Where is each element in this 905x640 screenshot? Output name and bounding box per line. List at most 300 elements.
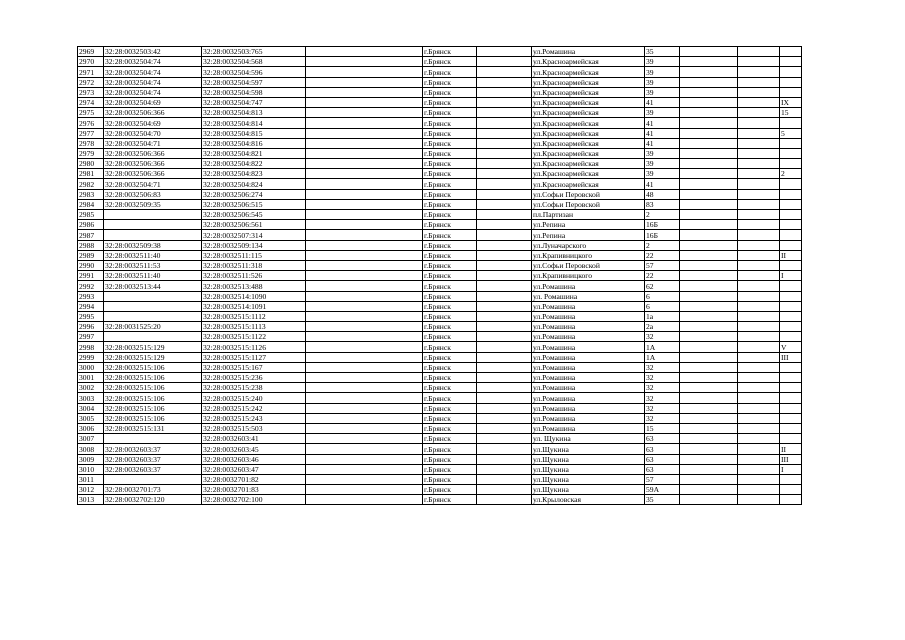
table-row [78, 189, 802, 199]
empty-cell [738, 454, 780, 464]
table-row [78, 322, 802, 332]
empty-cell [738, 383, 780, 393]
street-cell: ул.Ромашина [532, 342, 645, 352]
house-number-cell: 59А [645, 485, 680, 495]
empty-cell [738, 87, 780, 97]
empty-cell [477, 128, 532, 138]
empty-cell [738, 220, 780, 230]
empty-cell [738, 189, 780, 199]
cadastral-number-cell: 32:28:0032504:816 [202, 138, 306, 148]
empty-cell [306, 342, 423, 352]
empty-cell [738, 169, 780, 179]
table-row [78, 444, 802, 454]
row-number-cell: 2972 [78, 77, 104, 87]
empty-cell [738, 260, 780, 270]
city-cell: г.Брянск [423, 332, 477, 342]
house-number-cell: 39 [645, 108, 680, 118]
parent-cadastral-number-cell [104, 311, 202, 321]
cadastral-number-cell: 32:28:0032515:236 [202, 373, 306, 383]
row-number-cell: 2987 [78, 230, 104, 240]
empty-cell [738, 108, 780, 118]
street-cell: ул.Красноармейская [532, 118, 645, 128]
street-cell: ул.Ромашина [532, 311, 645, 321]
street-cell: ул.Красноармейская [532, 108, 645, 118]
city-cell: г.Брянск [423, 189, 477, 199]
empty-cell [738, 118, 780, 128]
empty-cell [306, 189, 423, 199]
row-number-cell: 3004 [78, 403, 104, 413]
empty-cell [306, 97, 423, 107]
empty-cell [306, 108, 423, 118]
cadastral-number-cell: 32:28:0032506:545 [202, 210, 306, 220]
row-number-cell: 3003 [78, 393, 104, 403]
row-number-cell: 2982 [78, 179, 104, 189]
empty-cell [477, 485, 532, 495]
city-cell: г.Брянск [423, 118, 477, 128]
empty-cell [680, 179, 738, 189]
parent-cadastral-number-cell: 32:28:0032504:70 [104, 128, 202, 138]
premises-number-cell: 2 [780, 169, 802, 179]
row-number-cell: 2978 [78, 138, 104, 148]
cadastral-number-cell: 32:28:0032603:45 [202, 444, 306, 454]
row-number-cell: 3006 [78, 423, 104, 433]
table-row [78, 495, 802, 505]
parent-cadastral-number-cell: 32:28:0032503:42 [104, 47, 202, 57]
street-cell: ул.Луначарского [532, 240, 645, 250]
row-number-cell: 2985 [78, 210, 104, 220]
city-cell: г.Брянск [423, 67, 477, 77]
empty-cell [477, 271, 532, 281]
street-cell: ул.Ромашина [532, 47, 645, 57]
house-number-cell: 16Б [645, 230, 680, 240]
empty-cell [680, 108, 738, 118]
row-number-cell: 2977 [78, 128, 104, 138]
empty-cell [477, 118, 532, 128]
premises-number-cell [780, 362, 802, 372]
table-row [78, 67, 802, 77]
table-row [78, 138, 802, 148]
city-cell: г.Брянск [423, 434, 477, 444]
empty-cell [738, 240, 780, 250]
empty-cell [306, 57, 423, 67]
premises-number-cell [780, 77, 802, 87]
row-number-cell: 3008 [78, 444, 104, 454]
empty-cell [738, 485, 780, 495]
property-register-table [77, 46, 802, 505]
empty-cell [738, 393, 780, 403]
empty-cell [738, 77, 780, 87]
row-number-cell: 2994 [78, 301, 104, 311]
premises-number-cell [780, 322, 802, 332]
parent-cadastral-number-cell: 32:28:0032504:69 [104, 97, 202, 107]
empty-cell [477, 444, 532, 454]
house-number-cell: 39 [645, 77, 680, 87]
street-cell: ул.Ромашина [532, 352, 645, 362]
empty-cell [306, 352, 423, 362]
empty-cell [306, 77, 423, 87]
parent-cadastral-number-cell: 32:28:0032603:37 [104, 444, 202, 454]
empty-cell [680, 230, 738, 240]
premises-number-cell [780, 413, 802, 423]
house-number-cell: 32 [645, 393, 680, 403]
parent-cadastral-number-cell: 32:28:0032603:37 [104, 454, 202, 464]
empty-cell [306, 179, 423, 189]
city-cell: г.Брянск [423, 281, 477, 291]
empty-cell [680, 77, 738, 87]
table-row [78, 393, 802, 403]
row-number-cell: 3001 [78, 373, 104, 383]
row-number-cell: 2981 [78, 169, 104, 179]
city-cell: г.Брянск [423, 97, 477, 107]
premises-number-cell [780, 301, 802, 311]
row-number-cell: 2975 [78, 108, 104, 118]
empty-cell [680, 403, 738, 413]
row-number-cell: 2980 [78, 159, 104, 169]
table-row [78, 434, 802, 444]
empty-cell [477, 159, 532, 169]
empty-cell [306, 474, 423, 484]
cadastral-number-cell: 32:28:0032701:82 [202, 474, 306, 484]
city-cell: г.Брянск [423, 128, 477, 138]
empty-cell [680, 97, 738, 107]
empty-cell [477, 332, 532, 342]
cadastral-number-cell: 32:28:0032504:568 [202, 57, 306, 67]
table-row [78, 57, 802, 67]
row-number-cell: 2993 [78, 291, 104, 301]
premises-number-cell [780, 403, 802, 413]
table-row [78, 332, 802, 342]
empty-cell [738, 230, 780, 240]
city-cell: г.Брянск [423, 87, 477, 97]
city-cell: г.Брянск [423, 342, 477, 352]
parent-cadastral-number-cell: 32:28:0032509:38 [104, 240, 202, 250]
street-cell: ул.Щукина [532, 454, 645, 464]
premises-number-cell [780, 87, 802, 97]
street-cell: ул.Красноармейская [532, 138, 645, 148]
empty-cell [477, 342, 532, 352]
city-cell: г.Брянск [423, 47, 477, 57]
house-number-cell: 2 [645, 240, 680, 250]
row-number-cell: 2971 [78, 67, 104, 77]
empty-cell [738, 342, 780, 352]
empty-cell [477, 87, 532, 97]
parent-cadastral-number-cell: 32:28:0032603:37 [104, 464, 202, 474]
street-cell: ул.Щукина [532, 464, 645, 474]
city-cell: г.Брянск [423, 108, 477, 118]
empty-cell [680, 474, 738, 484]
house-number-cell: 41 [645, 128, 680, 138]
premises-number-cell [780, 67, 802, 77]
house-number-cell: 62 [645, 281, 680, 291]
city-cell: г.Брянск [423, 464, 477, 474]
empty-cell [680, 210, 738, 220]
premises-number-cell [780, 47, 802, 57]
empty-cell [477, 199, 532, 209]
empty-cell [306, 444, 423, 454]
empty-cell [738, 434, 780, 444]
empty-cell [306, 210, 423, 220]
house-number-cell: 2 [645, 210, 680, 220]
empty-cell [306, 138, 423, 148]
street-cell: ул.Ромашина [532, 403, 645, 413]
row-number-cell: 2999 [78, 352, 104, 362]
empty-cell [680, 189, 738, 199]
house-number-cell: 83 [645, 199, 680, 209]
street-cell: ул.Красноармейская [532, 159, 645, 169]
empty-cell [680, 199, 738, 209]
empty-cell [306, 485, 423, 495]
table-row [78, 271, 802, 281]
city-cell: г.Брянск [423, 291, 477, 301]
house-number-cell: 32 [645, 413, 680, 423]
premises-number-cell [780, 474, 802, 484]
empty-cell [680, 271, 738, 281]
premises-number-cell [780, 434, 802, 444]
street-cell: ул.Щукина [532, 474, 645, 484]
parent-cadastral-number-cell [104, 210, 202, 220]
empty-cell [477, 291, 532, 301]
empty-cell [680, 373, 738, 383]
table-row [78, 97, 802, 107]
empty-cell [680, 393, 738, 403]
empty-cell [477, 230, 532, 240]
empty-cell [477, 311, 532, 321]
table-row [78, 342, 802, 352]
city-cell: г.Брянск [423, 413, 477, 423]
cadastral-number-cell: 32:28:0032514:1090 [202, 291, 306, 301]
empty-cell [306, 240, 423, 250]
row-number-cell: 2979 [78, 148, 104, 158]
street-cell: ул. Ромашина [532, 291, 645, 301]
house-number-cell: 6 [645, 291, 680, 301]
row-number-cell: 2970 [78, 57, 104, 67]
cadastral-number-cell: 32:28:0032513:488 [202, 281, 306, 291]
parent-cadastral-number-cell [104, 474, 202, 484]
street-cell: ул.Ромашина [532, 423, 645, 433]
house-number-cell: 48 [645, 189, 680, 199]
empty-cell [738, 159, 780, 169]
premises-number-cell [780, 57, 802, 67]
parent-cadastral-number-cell: 32:28:0032504:74 [104, 77, 202, 87]
street-cell: ул.Крыловская [532, 495, 645, 505]
empty-cell [306, 281, 423, 291]
empty-cell [306, 271, 423, 281]
cadastral-number-cell: 32:28:0032515:243 [202, 413, 306, 423]
premises-number-cell [780, 159, 802, 169]
empty-cell [680, 485, 738, 495]
house-number-cell: 22 [645, 271, 680, 281]
parent-cadastral-number-cell [104, 230, 202, 240]
parent-cadastral-number-cell: 32:28:0032515:106 [104, 373, 202, 383]
street-cell: ул.Крапивницкого [532, 250, 645, 260]
cadastral-number-cell: 32:28:0032504:824 [202, 179, 306, 189]
empty-cell [306, 67, 423, 77]
empty-cell [680, 464, 738, 474]
empty-cell [477, 57, 532, 67]
table-row [78, 413, 802, 423]
row-number-cell: 2988 [78, 240, 104, 250]
house-number-cell: 39 [645, 159, 680, 169]
house-number-cell: 15 [645, 423, 680, 433]
empty-cell [738, 301, 780, 311]
empty-cell [680, 311, 738, 321]
city-cell: г.Брянск [423, 210, 477, 220]
premises-number-cell [780, 118, 802, 128]
cadastral-number-cell: 32:28:0032506:274 [202, 189, 306, 199]
table-row [78, 373, 802, 383]
premises-number-cell [780, 138, 802, 148]
empty-cell [477, 495, 532, 505]
house-number-cell: 57 [645, 474, 680, 484]
city-cell: г.Брянск [423, 77, 477, 87]
table-row [78, 352, 802, 362]
empty-cell [477, 148, 532, 158]
empty-cell [680, 352, 738, 362]
empty-cell [738, 423, 780, 433]
empty-cell [477, 240, 532, 250]
house-number-cell: 63 [645, 444, 680, 454]
house-number-cell: 39 [645, 57, 680, 67]
city-cell: г.Брянск [423, 250, 477, 260]
empty-cell [306, 311, 423, 321]
city-cell: г.Брянск [423, 393, 477, 403]
empty-cell [738, 210, 780, 220]
table-row [78, 485, 802, 495]
empty-cell [680, 138, 738, 148]
cadastral-number-cell: 32:28:0032504:598 [202, 87, 306, 97]
parent-cadastral-number-cell [104, 291, 202, 301]
premises-number-cell [780, 393, 802, 403]
parent-cadastral-number-cell: 32:28:0032515:106 [104, 383, 202, 393]
cadastral-number-cell: 32:28:0032504:814 [202, 118, 306, 128]
premises-number-cell: I [780, 464, 802, 474]
row-number-cell: 3012 [78, 485, 104, 495]
row-number-cell: 3010 [78, 464, 104, 474]
empty-cell [738, 291, 780, 301]
empty-cell [680, 118, 738, 128]
empty-cell [477, 393, 532, 403]
cadastral-number-cell: 32:28:0032503:765 [202, 47, 306, 57]
table-row [78, 210, 802, 220]
table-row [78, 301, 802, 311]
empty-cell [738, 352, 780, 362]
cadastral-number-cell: 32:28:0032507:314 [202, 230, 306, 240]
house-number-cell: 32 [645, 332, 680, 342]
empty-cell [306, 301, 423, 311]
cadastral-number-cell: 32:28:0032504:823 [202, 169, 306, 179]
cadastral-number-cell: 32:28:0032701:83 [202, 485, 306, 495]
empty-cell [306, 464, 423, 474]
empty-cell [680, 260, 738, 270]
table-row [78, 128, 802, 138]
cadastral-number-cell: 32:28:0032603:47 [202, 464, 306, 474]
premises-number-cell [780, 179, 802, 189]
cadastral-number-cell: 32:28:0032515:240 [202, 393, 306, 403]
empty-cell [306, 118, 423, 128]
parent-cadastral-number-cell [104, 301, 202, 311]
street-cell: ул.Ромашина [532, 281, 645, 291]
city-cell: г.Брянск [423, 423, 477, 433]
street-cell: ул.Репина [532, 220, 645, 230]
house-number-cell: 63 [645, 464, 680, 474]
street-cell: ул.Красноармейская [532, 169, 645, 179]
city-cell: г.Брянск [423, 474, 477, 484]
house-number-cell: 41 [645, 179, 680, 189]
empty-cell [477, 77, 532, 87]
city-cell: г.Брянск [423, 57, 477, 67]
street-cell: ул.Крапивницкого [532, 271, 645, 281]
empty-cell [680, 159, 738, 169]
parent-cadastral-number-cell [104, 332, 202, 342]
empty-cell [306, 322, 423, 332]
cadastral-number-cell: 32:28:0032603:46 [202, 454, 306, 464]
street-cell: ул.Красноармейская [532, 97, 645, 107]
empty-cell [477, 97, 532, 107]
house-number-cell: 41 [645, 118, 680, 128]
house-number-cell: 1а [645, 311, 680, 321]
cadastral-number-cell: 32:28:0032515:1126 [202, 342, 306, 352]
parent-cadastral-number-cell: 32:28:0032515:106 [104, 362, 202, 372]
city-cell: г.Брянск [423, 179, 477, 189]
city-cell: г.Брянск [423, 230, 477, 240]
parent-cadastral-number-cell: 32:28:0032513:44 [104, 281, 202, 291]
table-row [78, 464, 802, 474]
premises-number-cell [780, 281, 802, 291]
cadastral-number-cell: 32:28:0032515:1113 [202, 322, 306, 332]
empty-cell [477, 250, 532, 260]
house-number-cell: 32 [645, 403, 680, 413]
house-number-cell: 39 [645, 67, 680, 77]
premises-number-cell [780, 485, 802, 495]
row-number-cell: 2969 [78, 47, 104, 57]
row-number-cell: 2992 [78, 281, 104, 291]
empty-cell [680, 169, 738, 179]
city-cell: г.Брянск [423, 240, 477, 250]
parent-cadastral-number-cell: 32:28:0032504:74 [104, 57, 202, 67]
empty-cell [306, 169, 423, 179]
table-row [78, 362, 802, 372]
empty-cell [477, 189, 532, 199]
city-cell: г.Брянск [423, 322, 477, 332]
street-cell: пл.Партизан [532, 210, 645, 220]
empty-cell [680, 240, 738, 250]
empty-cell [306, 199, 423, 209]
city-cell: г.Брянск [423, 220, 477, 230]
empty-cell [477, 138, 532, 148]
table-row [78, 220, 802, 230]
premises-number-cell: I [780, 271, 802, 281]
table-row [78, 474, 802, 484]
empty-cell [680, 301, 738, 311]
parent-cadastral-number-cell: 32:28:0032509:35 [104, 199, 202, 209]
house-number-cell: 63 [645, 454, 680, 464]
street-cell: ул.Красноармейская [532, 77, 645, 87]
city-cell: г.Брянск [423, 148, 477, 158]
row-number-cell: 3000 [78, 362, 104, 372]
empty-cell [477, 179, 532, 189]
empty-cell [680, 87, 738, 97]
empty-cell [680, 47, 738, 57]
empty-cell [680, 322, 738, 332]
premises-number-cell [780, 189, 802, 199]
empty-cell [477, 108, 532, 118]
table-row [78, 230, 802, 240]
cadastral-number-cell: 32:28:0032511:115 [202, 250, 306, 260]
empty-cell [680, 444, 738, 454]
empty-cell [306, 291, 423, 301]
city-cell: г.Брянск [423, 485, 477, 495]
city-cell: г.Брянск [423, 352, 477, 362]
